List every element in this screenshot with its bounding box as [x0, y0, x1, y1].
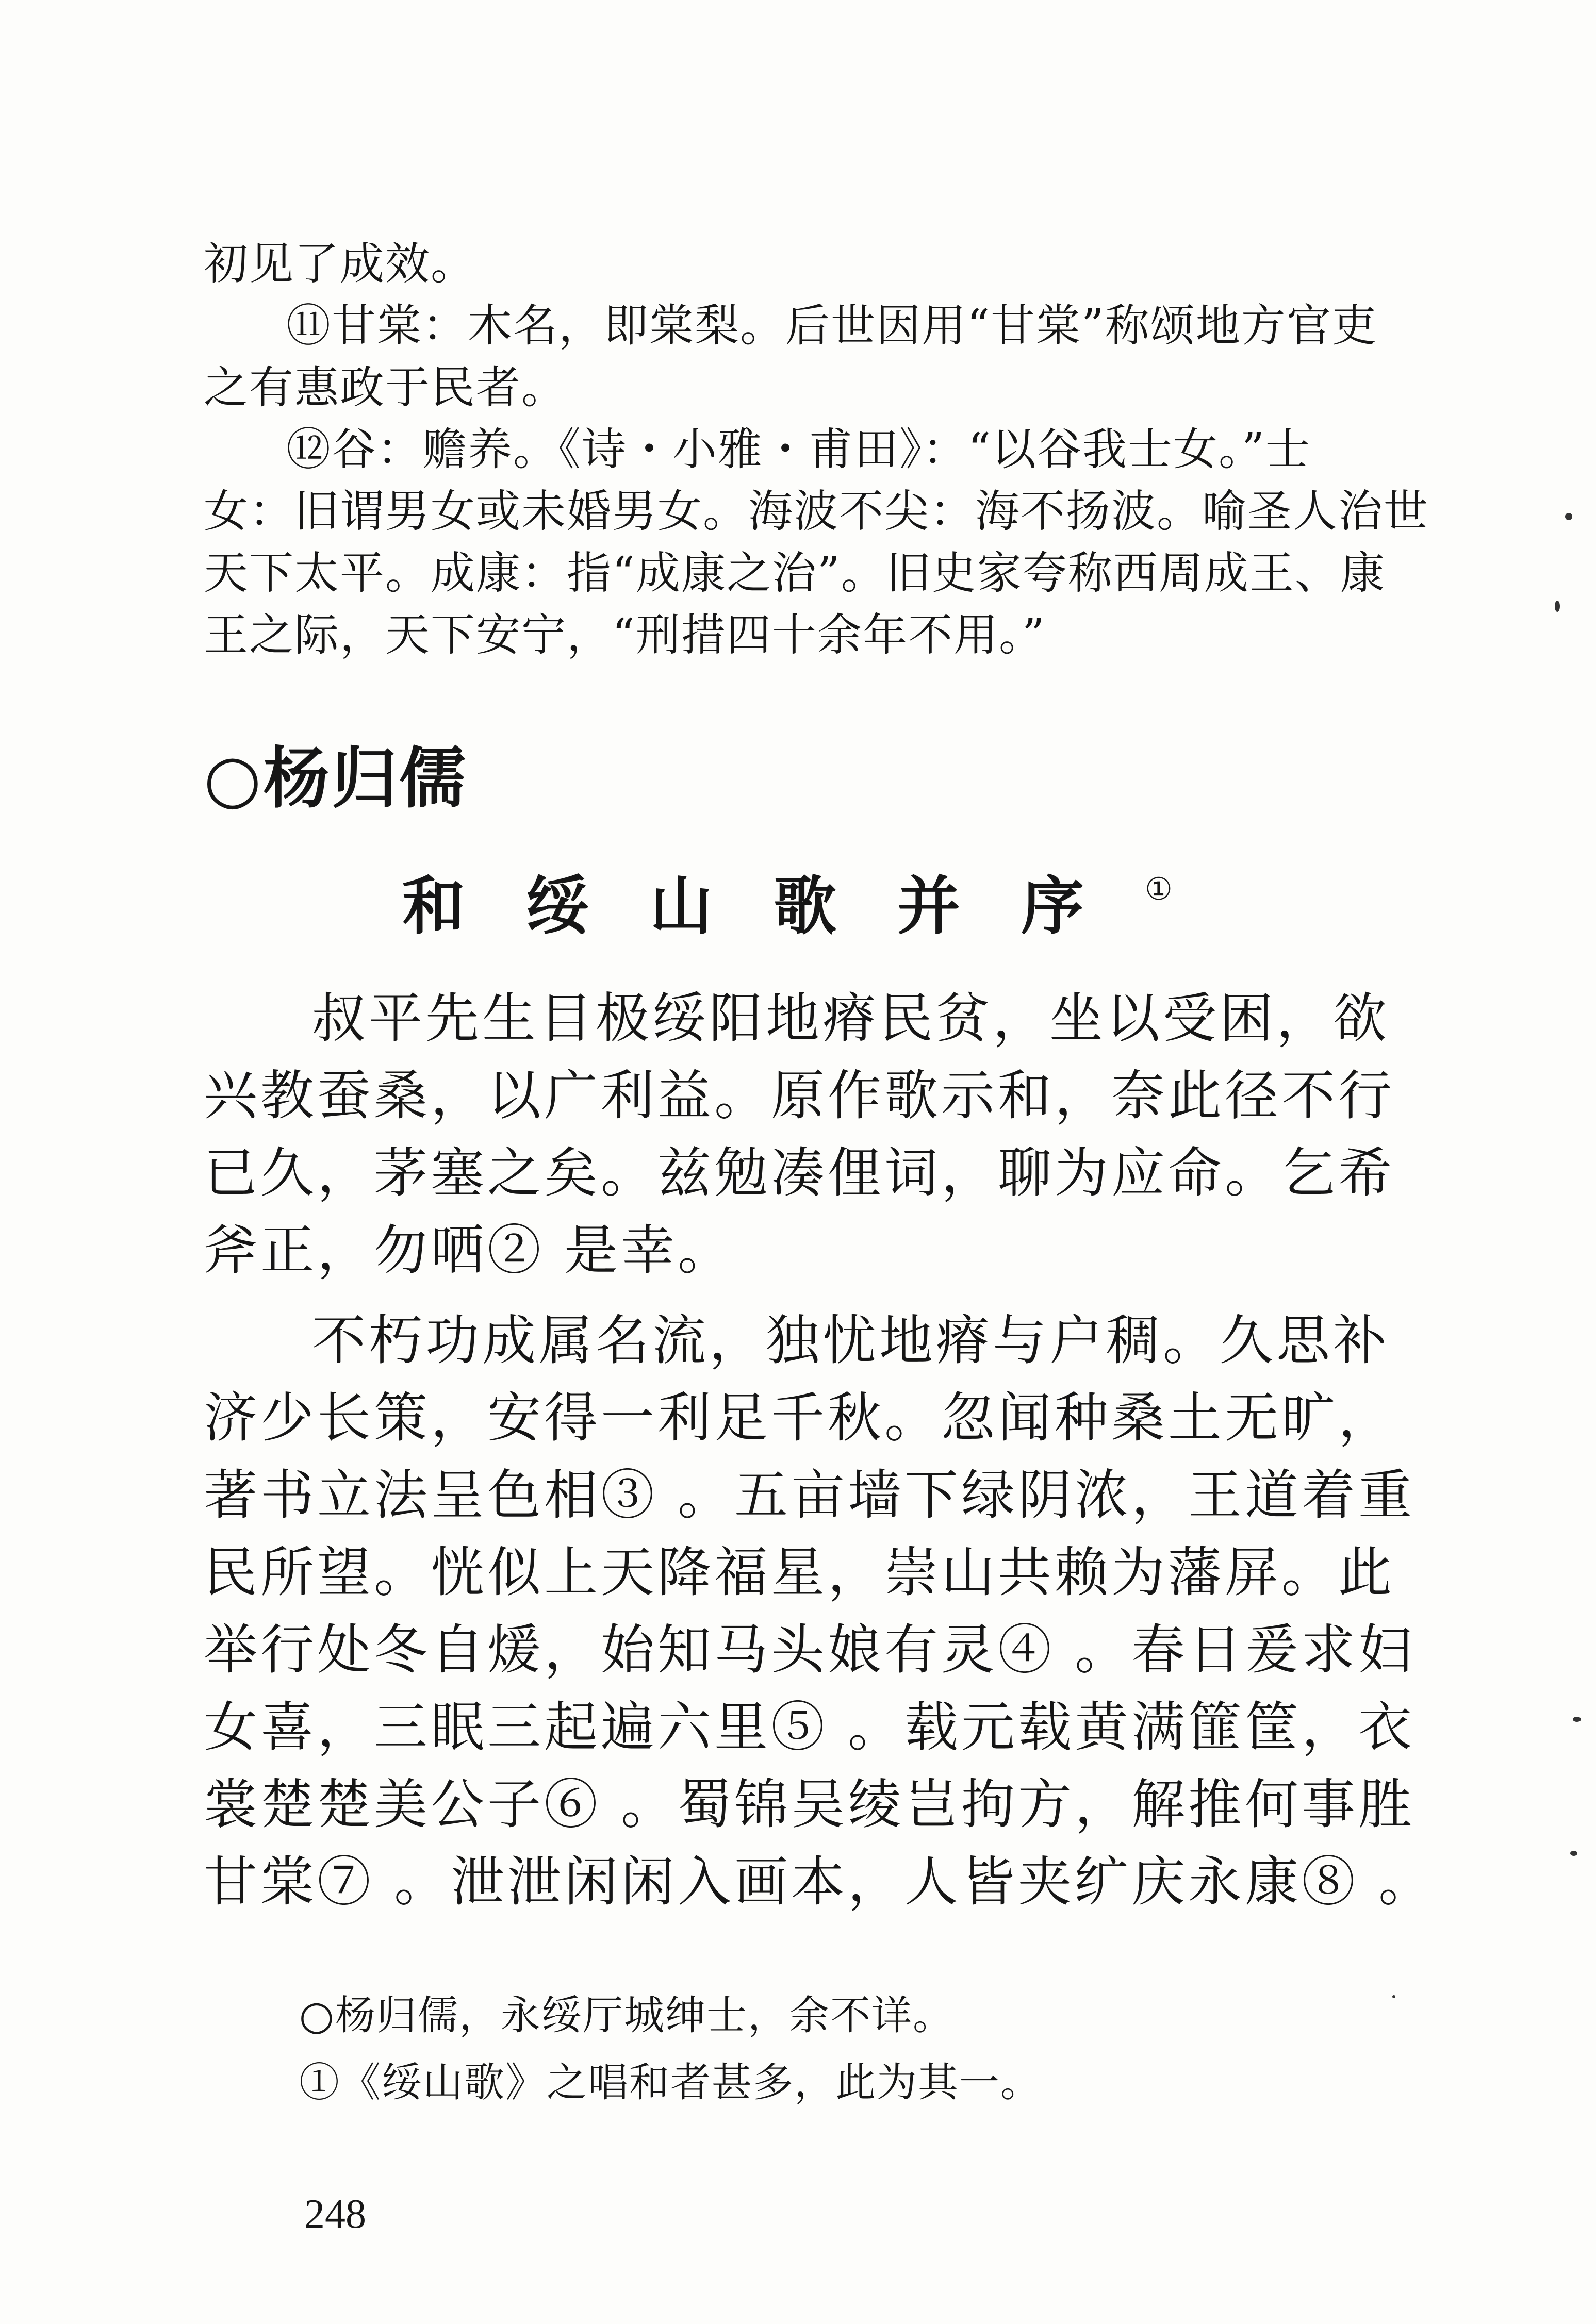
note-line: 女：旧谓男女或未婚男女。海波不尖：海不扬波。喻圣人治世: [204, 486, 1429, 537]
scan-speck: [1565, 513, 1572, 520]
poem-line: 著书立法呈色相③ 。五亩墙下绿阴浓，王道着重: [204, 1464, 1416, 1526]
poem-line: 济少长策，安得一利足千秋。忽闻种桑土无旷，: [204, 1386, 1395, 1449]
poem-line: 甘棠⑦ 。泄泄闲闲入画本，人皆夹纩庆永康⑧ 。: [204, 1850, 1436, 1913]
scan-speck: [1573, 1717, 1581, 1722]
note-line: 天下太平。成康：指“成康之治”。旧史家夸称西周成王、康: [204, 547, 1386, 599]
note-line: 王之际，天下安宁，“刑措四十余年不用。”: [204, 609, 1046, 661]
poem-line: 举行处冬自煖，始知马头娘有灵④ 。春日爰求妇: [204, 1618, 1416, 1681]
note-line: 之有惠政于民者。: [204, 362, 567, 413]
poem-line: 裳楚楚美公子⑥ 。蜀锦吴绫岂拘方，解推何事胜: [204, 1773, 1416, 1836]
title-note-mark: ①: [1145, 871, 1173, 907]
poem-title: [402, 851, 1176, 944]
page-number: 248: [304, 2192, 366, 2237]
preface-line: 叔平先生目极绥阳地瘠民贫，坐以受困，欲: [312, 987, 1390, 1050]
author-heading: ○杨归儒: [204, 740, 468, 817]
note-11: ⑪甘棠：木名，即棠梨。后世因用“甘棠”称颂地方官吏: [286, 300, 1377, 352]
scan-speck: [1392, 1995, 1395, 1998]
scan-speck: [1555, 601, 1560, 612]
note-12: ⑫谷：赡养。《诗・小雅・甫田》：“以谷我士女。”士: [286, 424, 1311, 475]
poem-title-text: 和绥山歌并序: [402, 869, 1145, 943]
footnote-1: ①《绥山歌》之唱和者甚多，此为其一。: [299, 2060, 1042, 2106]
note-line: 初见了成效。: [204, 238, 476, 290]
footnote-author: ○杨归儒，永绥厅城绅士，余不详。: [299, 1993, 955, 2039]
poem-line: 民所望。恍似上天降福星，崇山共赖为藩屏。此: [204, 1541, 1395, 1604]
poem-line: 不朽功成属名流，独忧地瘠与户稠。久思补: [312, 1309, 1390, 1372]
preface-line: 斧正，勿哂② 是幸。: [204, 1219, 735, 1282]
preface-line: 已久，茅塞之矣。兹勉凑俚词，聊为应命。乞希: [204, 1141, 1395, 1204]
preface-line: 兴教蚕桑，以广利益。原作歌示和，奈此径不行: [204, 1064, 1395, 1127]
poem-line: 女喜，三眠三起遍六里⑤ 。载元载黄满篚筐，衣: [204, 1696, 1416, 1758]
scan-speck: [1570, 1851, 1577, 1856]
